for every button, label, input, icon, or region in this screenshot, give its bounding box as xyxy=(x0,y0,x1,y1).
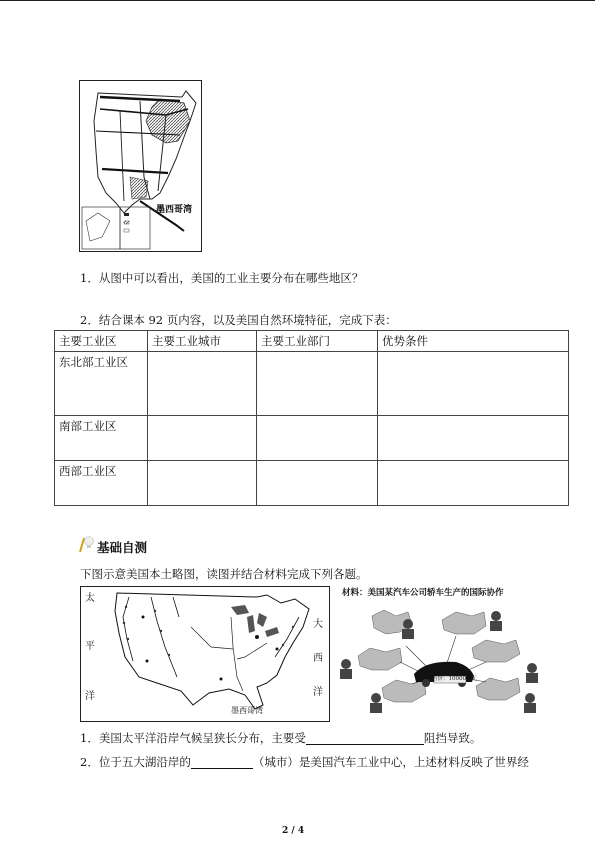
answer-blank-2[interactable] xyxy=(191,756,253,769)
table-row xyxy=(55,352,569,416)
header-region: 主要工业区 xyxy=(55,331,148,352)
region-cell: 南部工业区 xyxy=(55,416,148,461)
us-industry-map xyxy=(79,80,202,252)
header-sectors: 主要工业部门 xyxy=(257,331,378,352)
question-4-tail: （城市）是美国汽车工业中心，上述材料反映了世界经 xyxy=(252,755,529,769)
header-cities: 主要工业城市 xyxy=(148,331,257,352)
atlantic-char-3: 洋 xyxy=(313,687,323,698)
table-header-row xyxy=(55,331,569,352)
cities-cell xyxy=(148,461,257,506)
gulf-of-mexico-label: 墨西哥湾 xyxy=(156,205,193,215)
conditions-cell xyxy=(378,416,569,461)
sectors-cell xyxy=(257,461,378,506)
car-collaboration-figure xyxy=(336,586,548,720)
question-1: 1．从图中可以看出，美国的工业主要分布在哪些地区？ xyxy=(80,271,364,285)
pacific-char-2: 平 xyxy=(85,641,95,652)
question-2: 2．结合课本 92 页内容，以及美国自然环境特征，完成下表： xyxy=(80,313,397,327)
page-number: 2 / 4 xyxy=(282,826,305,836)
question-3 xyxy=(80,731,481,745)
gulf-of-mexico-label: 墨西哥湾 xyxy=(231,706,263,715)
region-cell: 西部工业区 xyxy=(55,461,148,506)
sectors-cell xyxy=(257,352,378,416)
pacific-char-1: 太 xyxy=(85,593,95,604)
question-3-tail: 阻挡导致。 xyxy=(423,731,482,745)
atlantic-char-2: 西 xyxy=(313,653,323,664)
car-price-label: 售价：10000美元 xyxy=(432,676,477,682)
cities-cell xyxy=(148,352,257,416)
atlantic-char-1: 大 xyxy=(313,619,323,630)
question-4 xyxy=(80,755,529,769)
table-row xyxy=(55,461,569,506)
answer-blank-1[interactable] xyxy=(306,732,424,745)
header-rule xyxy=(0,0,595,1)
pencil-icon xyxy=(77,534,95,554)
section-title: 基础自测 xyxy=(97,540,148,555)
table-row xyxy=(55,416,569,461)
sectors-cell xyxy=(257,416,378,461)
question-3-text: 1．美国太平洋沿岸气候呈狭长分布，主要受 xyxy=(80,731,306,745)
collage-title: 材料：美国某汽车公司轿车生产的国际协作 xyxy=(342,588,504,598)
intro-text: 下图示意美国本土略图，读图并结合材料完成下列各题。 xyxy=(80,567,368,581)
conditions-cell xyxy=(378,352,569,416)
region-cell: 东北部工业区 xyxy=(55,352,148,416)
cities-cell xyxy=(148,416,257,461)
industry-table xyxy=(54,330,569,506)
conditions-cell xyxy=(378,461,569,506)
header-conditions: 优势条件 xyxy=(378,331,569,352)
question-4-text: 2．位于五大湖沿岸的 xyxy=(80,755,191,769)
us-outline-map xyxy=(80,586,330,722)
pacific-char-3: 洋 xyxy=(85,691,95,702)
